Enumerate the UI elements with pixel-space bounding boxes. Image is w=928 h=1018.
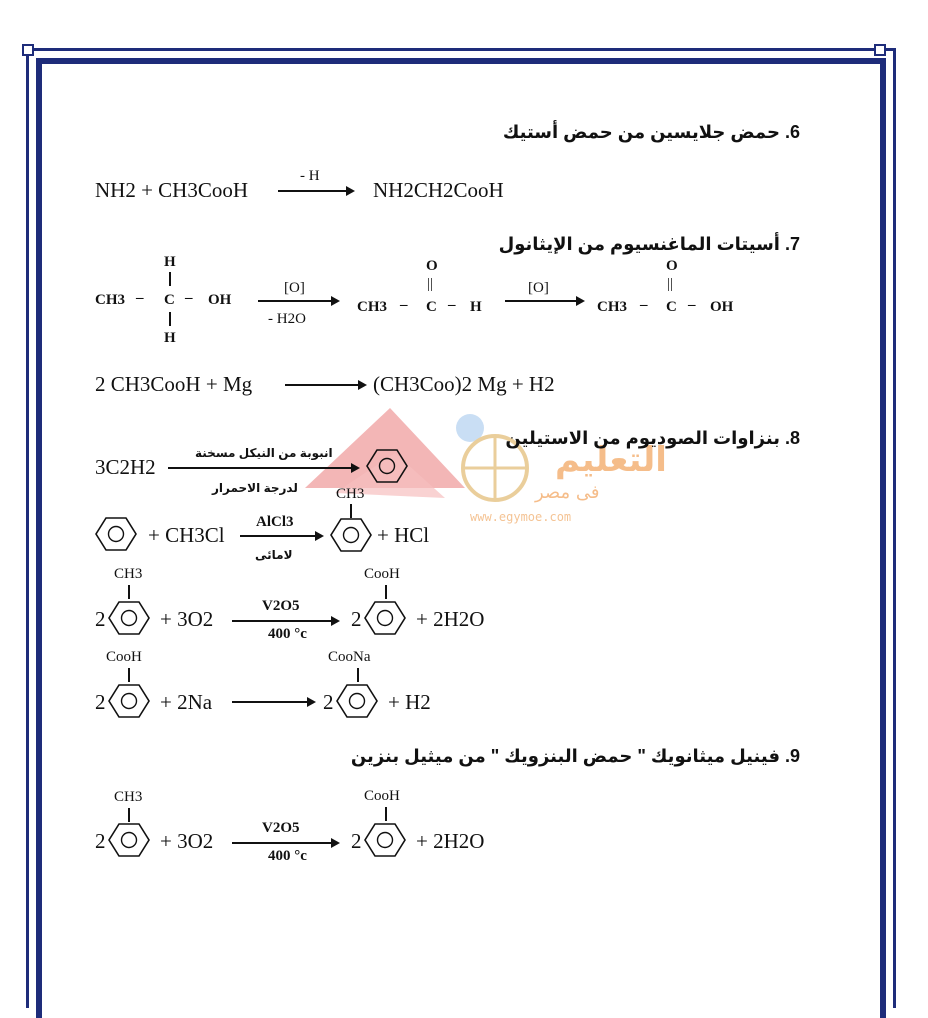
condition-label: - H2O	[268, 311, 306, 327]
benzene-ring-icon	[364, 822, 406, 858]
reaction-arrow	[232, 842, 338, 844]
bond: –	[136, 290, 144, 306]
condition-label: انبوبة من النيكل مسخنة	[195, 446, 333, 460]
benzene-ring-icon	[366, 448, 408, 484]
frame-corner	[874, 44, 886, 56]
product: + H2	[388, 690, 431, 714]
reactant: + 2Na	[160, 690, 213, 714]
coefficient: 2	[351, 829, 362, 853]
atom-o: O	[666, 258, 678, 274]
reaction-arrow	[240, 535, 322, 537]
condition-label: - H	[300, 168, 320, 184]
bond: –	[688, 297, 696, 313]
section-heading-6: 6. حمض جلايسين من حمض أستيك	[502, 122, 800, 142]
double-bond: ||	[667, 276, 674, 292]
condition-label: [O]	[284, 280, 305, 296]
reaction-arrow	[285, 384, 365, 386]
group-ch3: CH3	[357, 299, 387, 315]
product: + 2H2O	[416, 607, 485, 631]
reaction-arrow	[278, 190, 353, 192]
bond-vertical	[357, 668, 359, 682]
bond-vertical	[385, 585, 387, 599]
atom-o: O	[426, 258, 438, 274]
double-bond: ||	[427, 276, 434, 292]
watermark-brand: التعليم	[555, 440, 667, 480]
bond: –	[448, 297, 456, 313]
group-oh: OH	[208, 292, 232, 308]
watermark-sub: فى مصر	[535, 482, 600, 503]
group-ch3: CH3	[597, 299, 627, 315]
bond: –	[185, 290, 193, 306]
frame-corner	[22, 44, 34, 56]
condition-label: [O]	[528, 280, 549, 296]
substituent-label: CH3	[114, 789, 143, 805]
reactant: + 3O2	[160, 607, 214, 631]
benzene-ring-icon	[108, 822, 150, 858]
atom-c: C	[164, 292, 175, 308]
bond: –	[640, 297, 648, 313]
condition-label: لامائى	[255, 548, 293, 562]
benzene-ring-icon	[364, 600, 406, 636]
catalyst-label: AlCl3	[256, 514, 294, 530]
group-oh: OH	[710, 299, 734, 315]
reaction-arrow	[232, 620, 338, 622]
atom-c: C	[666, 299, 677, 315]
benzene-ring-icon	[330, 517, 372, 553]
bond: –	[400, 297, 408, 313]
equation-right: NH2CH2CooH	[373, 178, 504, 202]
substituent-label: CooNa	[328, 649, 371, 665]
bond-vertical	[350, 504, 352, 518]
benzene-ring-icon	[108, 600, 150, 636]
reaction-arrow	[258, 300, 338, 302]
bond-vertical	[385, 807, 387, 821]
section-heading-8: 8. بنزاوات الصوديوم من الاستيلين	[505, 428, 800, 448]
condition-label: 400 °c	[268, 848, 307, 864]
benzene-ring-icon	[95, 516, 137, 552]
product: + HCl	[377, 523, 430, 547]
coefficient: 2	[95, 607, 106, 631]
reaction-arrow	[505, 300, 583, 302]
benzene-ring-icon	[108, 683, 150, 719]
substituent-label: CooH	[364, 788, 400, 804]
reactant: + CH3Cl	[148, 523, 225, 547]
equation-left: 3C2H2	[95, 455, 156, 479]
product: + 2H2O	[416, 829, 485, 853]
catalyst-label: V2O5	[262, 820, 300, 836]
coefficient: 2	[351, 607, 362, 631]
atom-h-top: H	[164, 254, 176, 270]
substituent-label: CH3	[114, 566, 143, 582]
bond-vertical	[169, 312, 171, 326]
bond-vertical	[128, 808, 130, 822]
section-heading-9: 9. فينيل ميثانويك " حمض البنزويك " من ميثيل بنزين	[350, 746, 800, 766]
benzene-ring-icon	[336, 683, 378, 719]
condition-label: 400 °c	[268, 626, 307, 642]
catalyst-label: V2O5	[262, 598, 300, 614]
reactant: + 3O2	[160, 829, 214, 853]
substituent-label: CH3	[336, 486, 365, 502]
bond-vertical	[169, 272, 171, 286]
coefficient: 2	[95, 829, 106, 853]
reaction-arrow	[232, 701, 314, 703]
reaction-arrow	[168, 467, 358, 469]
substituent-label: CooH	[106, 649, 142, 665]
bond-vertical	[128, 585, 130, 599]
coefficient: 2	[95, 690, 106, 714]
atom-h-bottom: H	[164, 330, 176, 346]
substituent-label: CooH	[364, 566, 400, 582]
equation-left: NH2 + CH3CooH	[95, 178, 249, 202]
equation-right: (CH3Coo)2 Mg + H2	[373, 372, 555, 396]
coefficient: 2	[323, 690, 334, 714]
watermark-url: www.egymoe.com	[470, 510, 572, 524]
section-heading-7: 7. أسيتات الماغنسيوم من الإيثانول	[498, 234, 800, 254]
atom-c: C	[426, 299, 437, 315]
condition-label: لدرجة الاحمرار	[212, 481, 298, 495]
bond-vertical	[128, 668, 130, 682]
group-ch3: CH3	[95, 292, 125, 308]
atom-h: H	[470, 299, 482, 315]
equation-left: 2 CH3CooH + Mg	[95, 372, 253, 396]
